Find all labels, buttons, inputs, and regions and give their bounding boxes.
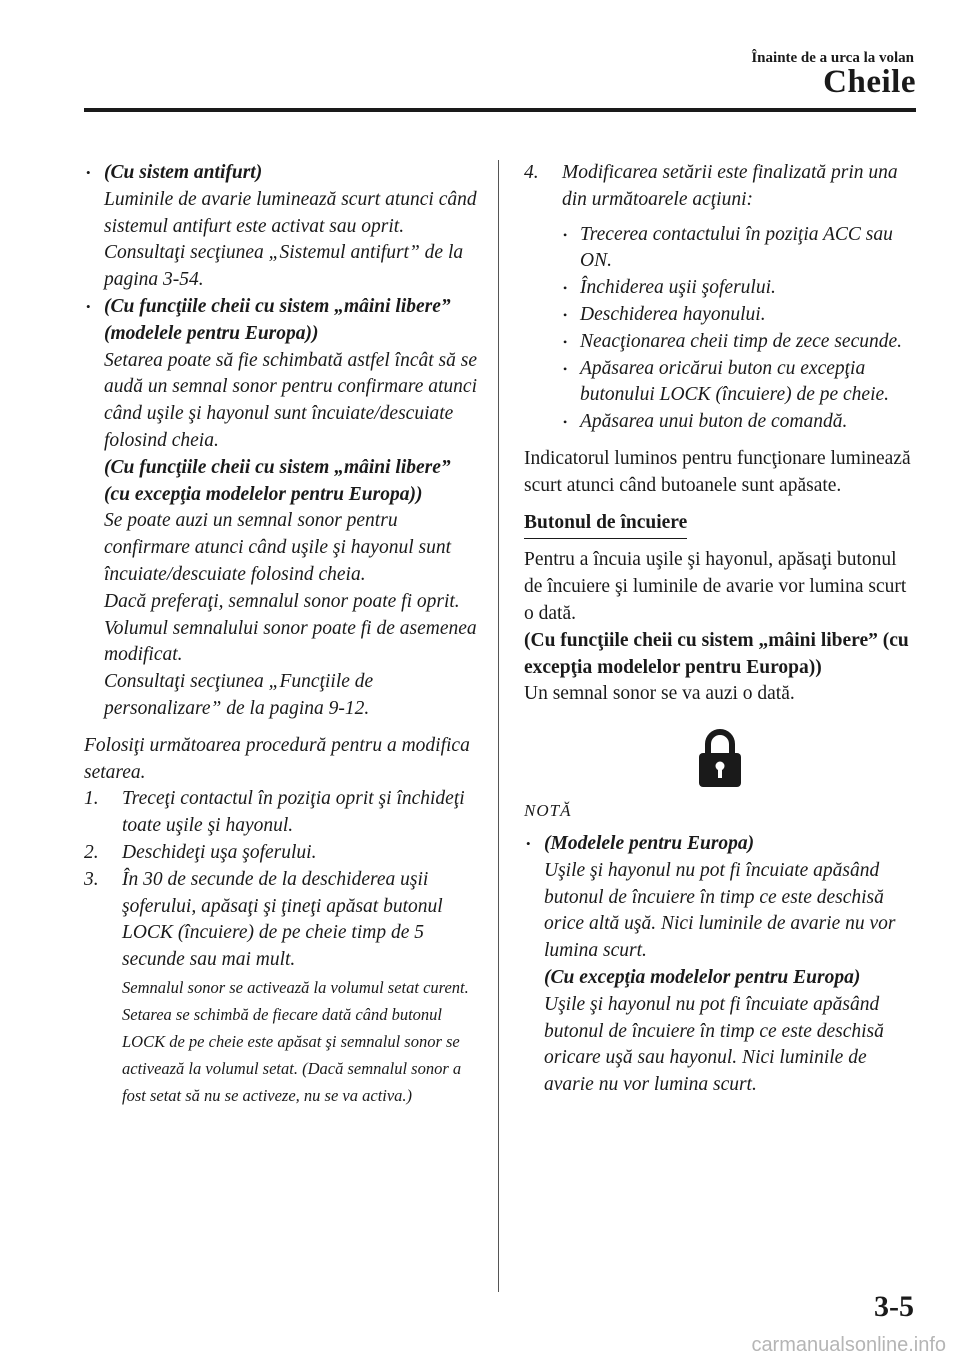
page-number: 3-5 [874,1290,914,1323]
page-title: Cheile [823,64,916,100]
bullet-heading: • (Cu funcţiile cheii cu sistem „mâini libere” (modelele pentru Europa)) [104,295,451,344]
step-text: Deschideţi uşa şoferului. [122,841,317,863]
list-item: • Închiderea uşii şoferului. [562,275,916,302]
header-rule [84,108,916,112]
note-heading: NOTĂ [524,801,572,821]
list-item: • Apăsarea unui buton de comandă. [562,409,916,436]
note-sub-heading: (Cu excepţia modelelor pentru Europa) [544,966,861,988]
bullet-reference: Consultaţi secţiunea „Funcţiile de personalizare” de la pagina 9-12. [104,671,374,719]
note-bullet [524,831,916,1099]
right-column [524,160,916,1099]
list-item: • Trecerea contactului în poziţia ACC sau ON. [562,222,916,276]
step-3 [84,867,480,1109]
procedure-intro: Folosiţi următoarea procedură pentru a modifica setarea. [84,734,470,783]
bullet-body: Luminile de avarie luminează scurt atunci când sistemul antifurt este activat sau oprit. [104,188,477,237]
list-item: • Apăsarea oricărui buton cu excepţia butonului LOCK (încuiere) de pe cheie. [562,356,916,410]
step-number: 4. [524,162,539,183]
bullet-body: Se poate auzi un semnal sonor pentru confirmare atunci când uşile şi hayonul sunt încuiate/descuiate folosind cheia. [104,510,451,585]
header-subtitle: Înainte de a urca la volan [751,50,914,66]
step-text: În 30 de secunde de la deschiderea uşii şoferului, apăsaţi şi ţineţi apăsat butonul LOCK (încuiere) de pe cheie timp de 5 secunde sau mai mult. [122,868,443,971]
lock-body: Pentru a încuia uşile şi hayonul, apăsaţi butonul de încuiere şi luminile de avarie vor lumina scurt o dată. [524,549,907,624]
lock-sub-body: Un semnal sonor se va auzi o dată. [524,683,795,705]
bullet-antitheft [84,160,480,294]
watermark: carmanualsonline.info [751,1334,946,1356]
step-number: 2. [84,841,99,863]
list-item: • Deschiderea hayonului. [562,302,916,329]
step-note: Semnalul sonor se activează la volumul setat curent. Setarea se schimbă de fiecare dată când butonul LOCK de pe cheie este apăsat şi semnalul sonor se activează la volumul setat. (Dacă semnalul sonor a fost setat să nu se activeze, nu se va activa.) [122,977,469,1105]
padlock-icon [696,726,744,788]
bullet-body: Dacă preferaţi, semnalul sonor poate fi oprit. [104,590,460,612]
step-1 [84,786,480,840]
note-sub-heading: • (Modelele pentru Europa) [544,832,755,854]
step-4 [524,160,916,214]
step-text: Treceţi contactul în poziţia oprit şi închideţi toate uşile şi hayonul. [122,788,465,837]
bullet-reference: Consultaţi secţiunea „Sistemul antifurt” de la pagina 3-54. [104,242,464,291]
step-2 [84,840,480,867]
step-text: Modificarea setării este finalizată prin una din următoarele acţiuni: [562,162,898,210]
bullet-body: Setarea poate să fie schimbată astfel încât să se audă un semnal sonor pentru confirmare atunci când uşile şi hayonul sunt încuiate/descuiate folosind cheia. [104,349,478,451]
bullet-handsfree [84,294,480,723]
note-body: Uşile şi hayonul nu pot fi încuiate apăsând butonul de încuiere în timp ce este deschisă oricare uşă sau hayonul. Nici luminile de avarie nu vor lumina scurt. [544,993,884,1096]
step-number: 1. [84,788,99,810]
bullet-heading: • (Cu sistem antifurt) [104,162,263,183]
left-column [84,160,480,1109]
lock-sub-heading: (Cu funcţiile cheii cu sistem „mâini libere” (cu excepţia modelelor pentru Europa)) [524,629,909,678]
bullet-body: Volumul semnalului sonor poate fi de asemenea modificat. [104,617,477,666]
section-heading: Butonul de încuiere [524,510,687,540]
column-divider [498,160,499,1292]
lock-icon-wrap [524,726,916,788]
list-item: • Neacţionarea cheii timp de zece secunde. [562,329,916,356]
step-4-list [524,222,916,436]
note-body: Uşile şi hayonul nu pot fi încuiate apăsând butonul de încuiere în timp ce este deschisă orice altă uşă. Nici luminile de avarie nu vor lumina scurt. [544,859,896,962]
bullet-heading: (Cu funcţiile cheii cu sistem „mâini libere” (cu excepţia modelelor pentru Europa)) [104,456,451,505]
indicator-text: Indicatorul luminos pentru funcţionare luminează scurt atunci când butoanele sunt apăsate. [524,447,911,496]
step-number: 3. [84,868,99,890]
